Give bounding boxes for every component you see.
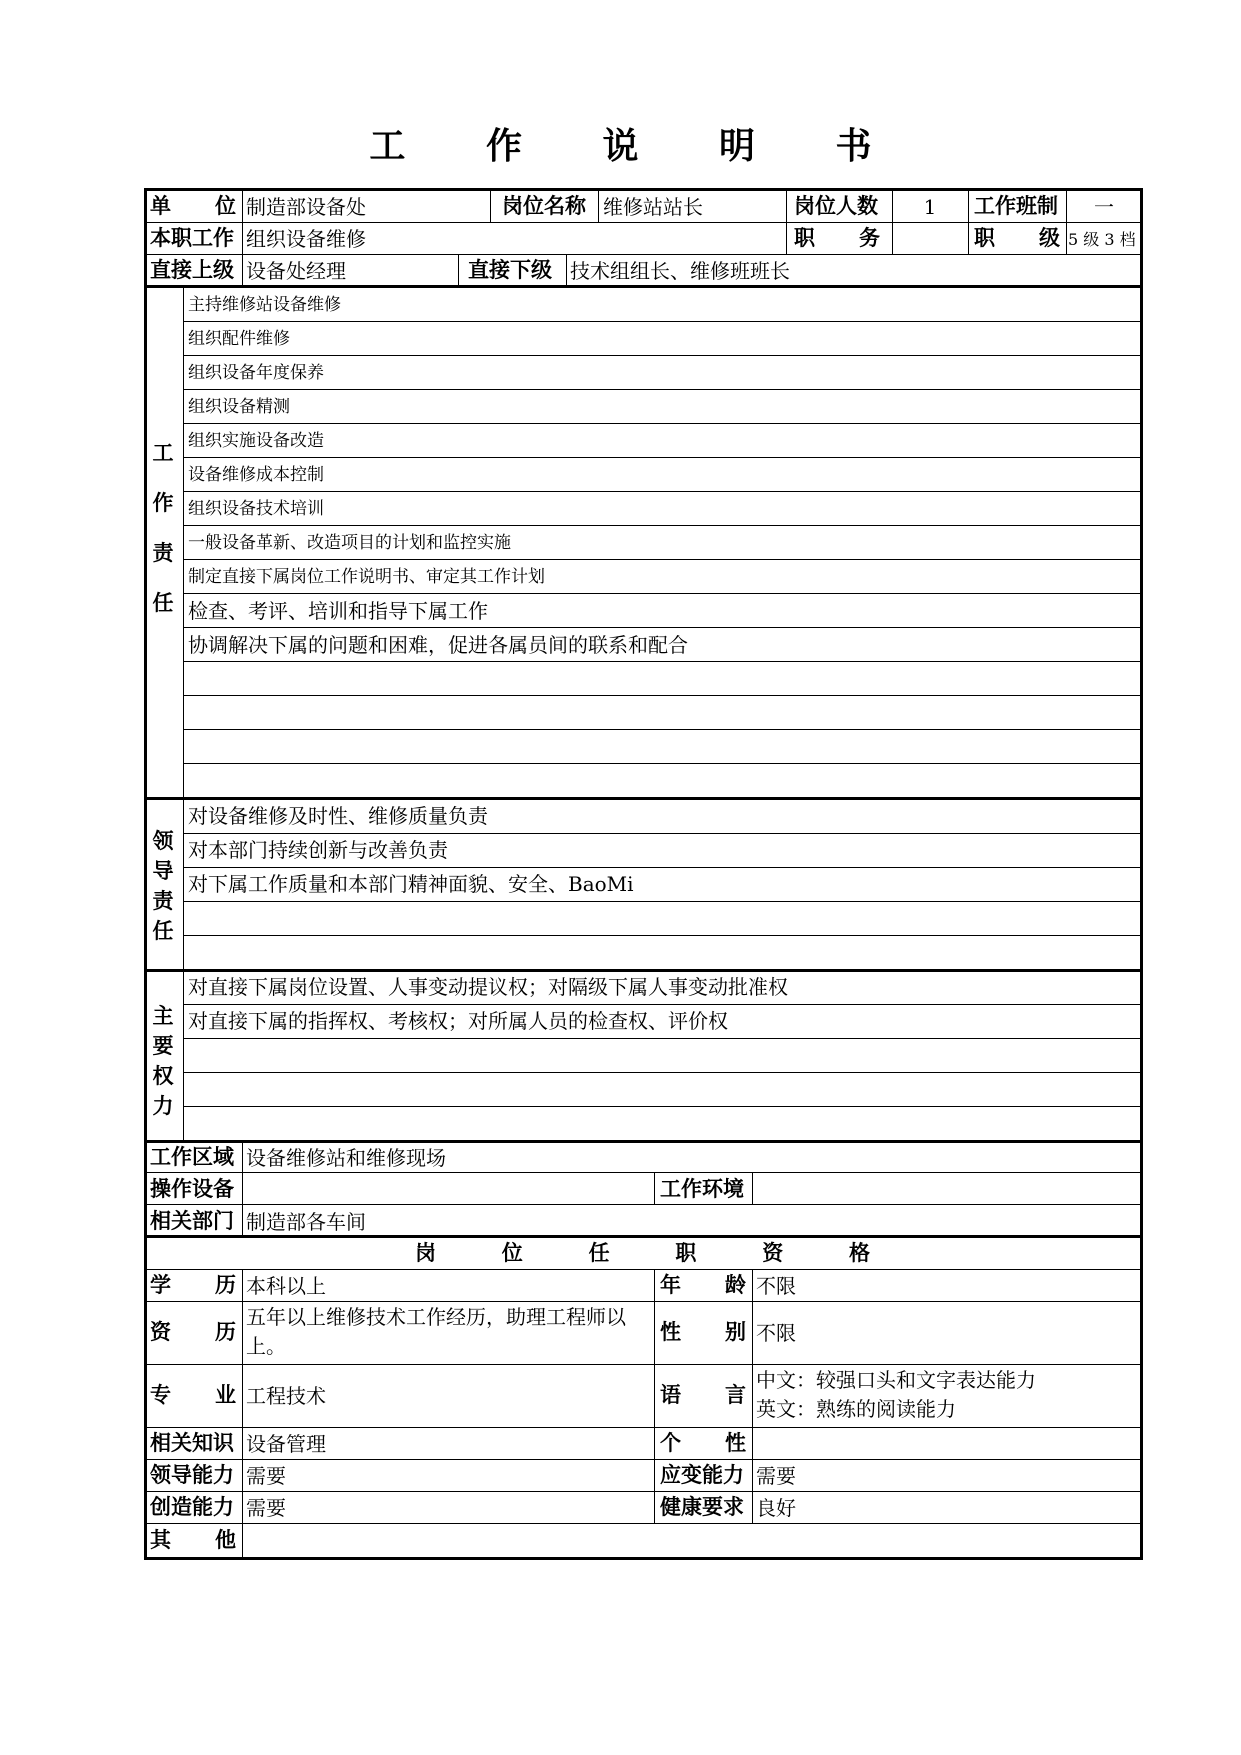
qual-language-label-part: 言: [725, 1383, 746, 1407]
responsibility-label-char: 工: [152, 441, 174, 465]
qual-major-label: [150, 1385, 236, 1406]
responsibility-item: 协调解决下属的问题和困难，促进各属员间的联系和配合: [188, 633, 688, 657]
table-border: [183, 287, 184, 797]
qual-experience-value: 上。: [246, 1334, 286, 1358]
responsibility-item: 制定直接下属岗位工作说明书、审定其工作计划: [188, 566, 545, 587]
post-name-label: 岗位名称: [502, 194, 586, 218]
table-border: [242, 1459, 243, 1491]
responsibility-item: 组织配件维修: [188, 328, 290, 349]
table-border: [183, 423, 1142, 424]
table-border: [144, 254, 1142, 255]
table-border: [144, 1204, 1142, 1205]
subordinate-value: 技术组组长、维修班班长: [570, 259, 790, 283]
leadership-label: [145, 825, 181, 943]
table-border: [144, 188, 1142, 191]
qual-language-value: 中文：较强口头和文字表达能力: [756, 1368, 1036, 1392]
qualification-title-char: 资: [762, 1241, 784, 1265]
table-border: [752, 1491, 753, 1523]
related-dept-label: 相关部门: [150, 1209, 234, 1233]
headcount-label: 岗位人数: [794, 194, 878, 218]
table-border: [144, 797, 1142, 800]
table-border: [183, 1038, 1142, 1039]
qual-adaptability-label: 应变能力: [660, 1462, 744, 1487]
table-border: [183, 1106, 1142, 1107]
table-border: [654, 1427, 655, 1459]
table-border: [183, 729, 1142, 730]
qualification-title-char: 职: [675, 1241, 697, 1265]
responsibility-item: 组织设备年度保养: [188, 362, 324, 383]
table-border: [144, 222, 1142, 223]
qual-gender-label: [660, 1322, 746, 1343]
qual-experience-label: [150, 1322, 236, 1343]
table-border: [183, 901, 1142, 902]
main-work-label: 本职工作: [150, 226, 234, 250]
qualification-title: [415, 1243, 870, 1264]
table-border: [242, 1141, 243, 1236]
qual-major-label-part: 业: [215, 1383, 236, 1407]
table-border: [183, 695, 1142, 696]
table-border: [183, 525, 1142, 526]
table-border: [242, 1491, 243, 1523]
environment-label: 工作环境: [660, 1177, 744, 1201]
work-area-value: 设备维修站和维修现场: [246, 1146, 446, 1170]
shift-value: 一: [1094, 195, 1114, 219]
table-border: [786, 188, 787, 222]
qual-leadership-label: 领导能力: [150, 1462, 234, 1487]
responsibility-item: 主持维修站设备维修: [188, 294, 341, 315]
table-border: [144, 1459, 1142, 1460]
responsibility-label-char: 任: [152, 591, 174, 615]
qual-experience-label-part: 历: [215, 1320, 236, 1344]
responsibility-item: 一般设备革新、改造项目的计划和监控实施: [188, 532, 511, 553]
qual-experience-label-part: 资: [150, 1320, 171, 1344]
qual-age-label-part: 年: [660, 1272, 681, 1297]
responsibility-label: [145, 437, 181, 617]
table-border: [752, 1269, 753, 1301]
authority-label-char: 权: [152, 1064, 174, 1088]
qual-health-value: 良好: [756, 1495, 796, 1520]
table-border: [183, 833, 1142, 834]
table-border: [144, 1427, 1142, 1428]
qual-education-label-part: 学: [150, 1272, 171, 1297]
table-border: [144, 1491, 1142, 1492]
qual-gender-label-part: 性: [660, 1320, 681, 1344]
table-border: [242, 1269, 243, 1301]
table-border: [183, 1072, 1142, 1073]
table-border: [752, 1172, 753, 1204]
qualification-title-char: 位: [501, 1241, 523, 1265]
qual-knowledge-value: 设备管理: [246, 1431, 326, 1456]
leadership-item: 对设备维修及时性、维修质量负责: [188, 804, 488, 828]
authority-item: 对直接下属的指挥权、考核权；对所属人员的检查权、评价权: [188, 1009, 728, 1033]
table-border: [968, 188, 969, 222]
qual-education-value: 本科以上: [246, 1273, 326, 1298]
unit-label: [150, 196, 236, 217]
qual-age-label: [660, 1272, 746, 1297]
responsibility-item: 组织设备精测: [188, 396, 290, 417]
related-dept-value: 制造部各车间: [246, 1210, 366, 1234]
equipment-label: 操作设备: [150, 1177, 234, 1201]
table-border: [242, 1364, 243, 1427]
qual-gender-label-part: 别: [725, 1320, 746, 1344]
superior-value: 设备处经理: [246, 259, 346, 283]
unit-label-part: 单: [150, 194, 171, 218]
qual-creativity-label: 创造能力: [150, 1494, 234, 1519]
qual-personality-label-part: 性: [725, 1430, 746, 1455]
qual-leadership-value: 需要: [246, 1463, 286, 1488]
table-border: [242, 188, 243, 222]
table-border: [183, 321, 1142, 322]
table-border: [144, 1269, 1142, 1270]
table-border: [654, 1269, 655, 1301]
table-border: [1066, 222, 1067, 254]
table-border: [654, 1364, 655, 1427]
table-border: [144, 1301, 1142, 1302]
headcount-value: 1: [923, 195, 937, 219]
unit-value: 制造部设备处: [246, 195, 366, 219]
main-work-value: 组织设备维修: [246, 227, 366, 251]
table-border: [598, 188, 599, 222]
table-border: [566, 254, 567, 286]
qualification-title-char: 岗: [415, 1241, 436, 1265]
table-border: [183, 457, 1142, 458]
qual-age-value: 不限: [756, 1273, 796, 1298]
leadership-item: 对本部门持续创新与改善负责: [188, 838, 448, 862]
authority-item: 对直接下属岗位设置、人事变动提议权；对隔级下属人事变动批准权: [188, 975, 788, 999]
table-border: [144, 1235, 1142, 1238]
grade-value: 5 级 3 档: [1068, 230, 1136, 249]
table-border: [144, 1523, 1142, 1524]
table-border: [786, 222, 787, 254]
table-border: [183, 970, 184, 1140]
table-border: [242, 222, 243, 254]
table-border: [144, 1557, 1142, 1560]
leadership-label-char: 导: [152, 859, 174, 883]
table-border: [892, 222, 893, 254]
table-border: [144, 285, 1142, 288]
grade-label-part: 职: [974, 226, 995, 250]
table-border: [183, 491, 1142, 492]
grade-label: [974, 228, 1060, 249]
qual-other-label-part: 他: [215, 1528, 236, 1552]
table-border: [752, 1301, 753, 1364]
authority-label-char: 主: [152, 1004, 174, 1028]
table-border: [654, 1301, 655, 1364]
table-border: [183, 593, 1142, 594]
table-border: [752, 1459, 753, 1491]
leadership-label-char: 任: [152, 919, 174, 943]
table-border: [752, 1364, 753, 1427]
qual-education-label-part: 历: [215, 1272, 236, 1297]
qual-language-label-part: 语: [660, 1383, 681, 1407]
table-border: [242, 254, 243, 286]
table-border: [654, 1459, 655, 1491]
qual-language-label: [660, 1385, 746, 1406]
unit-label-part: 位: [215, 194, 236, 218]
qualification-title-char: 格: [848, 1241, 870, 1265]
grade-label-part: 级: [1039, 226, 1060, 250]
qual-other-label: [150, 1530, 236, 1551]
table-border: [752, 1427, 753, 1459]
table-border: [183, 355, 1142, 356]
post-name-value: 维修站站长: [603, 195, 703, 219]
responsibility-item: 设备维修成本控制: [188, 464, 324, 485]
table-border: [654, 1172, 655, 1204]
table-border: [144, 1364, 1142, 1365]
table-border: [144, 1172, 1142, 1173]
table-border: [183, 389, 1142, 390]
table-border: [144, 969, 1142, 972]
table-border: [144, 1140, 1142, 1143]
qual-age-label-part: 龄: [725, 1272, 746, 1297]
responsibility-label-char: 作: [152, 491, 174, 515]
table-border: [183, 661, 1142, 662]
qual-education-label: [150, 1272, 236, 1297]
responsibility-item: 检查、考评、培训和指导下属工作: [188, 599, 488, 623]
table-border: [968, 222, 969, 254]
duty-label-part: 务: [859, 226, 880, 250]
authority-label-char: 力: [152, 1094, 174, 1118]
authority-label-char: 要: [152, 1034, 174, 1058]
table-border: [490, 188, 491, 222]
work-area-label: 工作区域: [150, 1145, 234, 1169]
authority-label: [145, 1000, 181, 1118]
leadership-item: 对下属工作质量和本部门精神面貌、安全、BaoMi: [188, 872, 634, 896]
table-border: [183, 867, 1142, 868]
table-border: [242, 1523, 243, 1558]
qual-experience-value: 五年以上维修技术工作经历，助理工程师以: [246, 1305, 626, 1329]
responsibility-item: 组织实施设备改造: [188, 430, 324, 451]
qual-major-label-part: 专: [150, 1383, 171, 1407]
qual-gender-value: 不限: [756, 1321, 796, 1345]
table-border: [183, 627, 1142, 628]
table-border: [183, 935, 1142, 936]
table-border: [242, 1427, 243, 1459]
duty-label: [794, 228, 880, 249]
duty-label-part: 职: [794, 226, 815, 250]
table-border: [458, 254, 459, 286]
table-border: [242, 1301, 243, 1364]
leadership-label-char: 领: [152, 829, 174, 853]
table-border: [183, 799, 184, 969]
qualification-title-char: 任: [588, 1241, 610, 1265]
shift-label: 工作班制: [974, 194, 1058, 218]
subordinate-label: 直接下级: [468, 258, 552, 282]
page-title: 工 作 说 明 书: [369, 126, 906, 167]
qual-health-label: 健康要求: [660, 1494, 744, 1519]
qual-personality-label-part: 个: [660, 1430, 681, 1455]
table-border: [183, 559, 1142, 560]
table-border: [183, 763, 1142, 764]
qual-language-value: 英文：熟练的阅读能力: [756, 1397, 956, 1421]
qual-knowledge-label: 相关知识: [150, 1430, 234, 1455]
responsibility-item: 组织设备技术培训: [188, 498, 324, 519]
responsibility-label-char: 责: [152, 541, 174, 565]
qual-major-value: 工程技术: [246, 1384, 326, 1408]
table-border: [654, 1491, 655, 1523]
qual-creativity-value: 需要: [246, 1495, 286, 1520]
qual-adaptability-value: 需要: [756, 1463, 796, 1488]
table-border: [1140, 188, 1143, 1560]
leadership-label-char: 责: [152, 889, 174, 913]
qual-personality-label: [660, 1430, 746, 1455]
table-border: [183, 1004, 1142, 1005]
superior-label: 直接上级: [150, 258, 234, 282]
qual-other-label-part: 其: [150, 1528, 171, 1552]
